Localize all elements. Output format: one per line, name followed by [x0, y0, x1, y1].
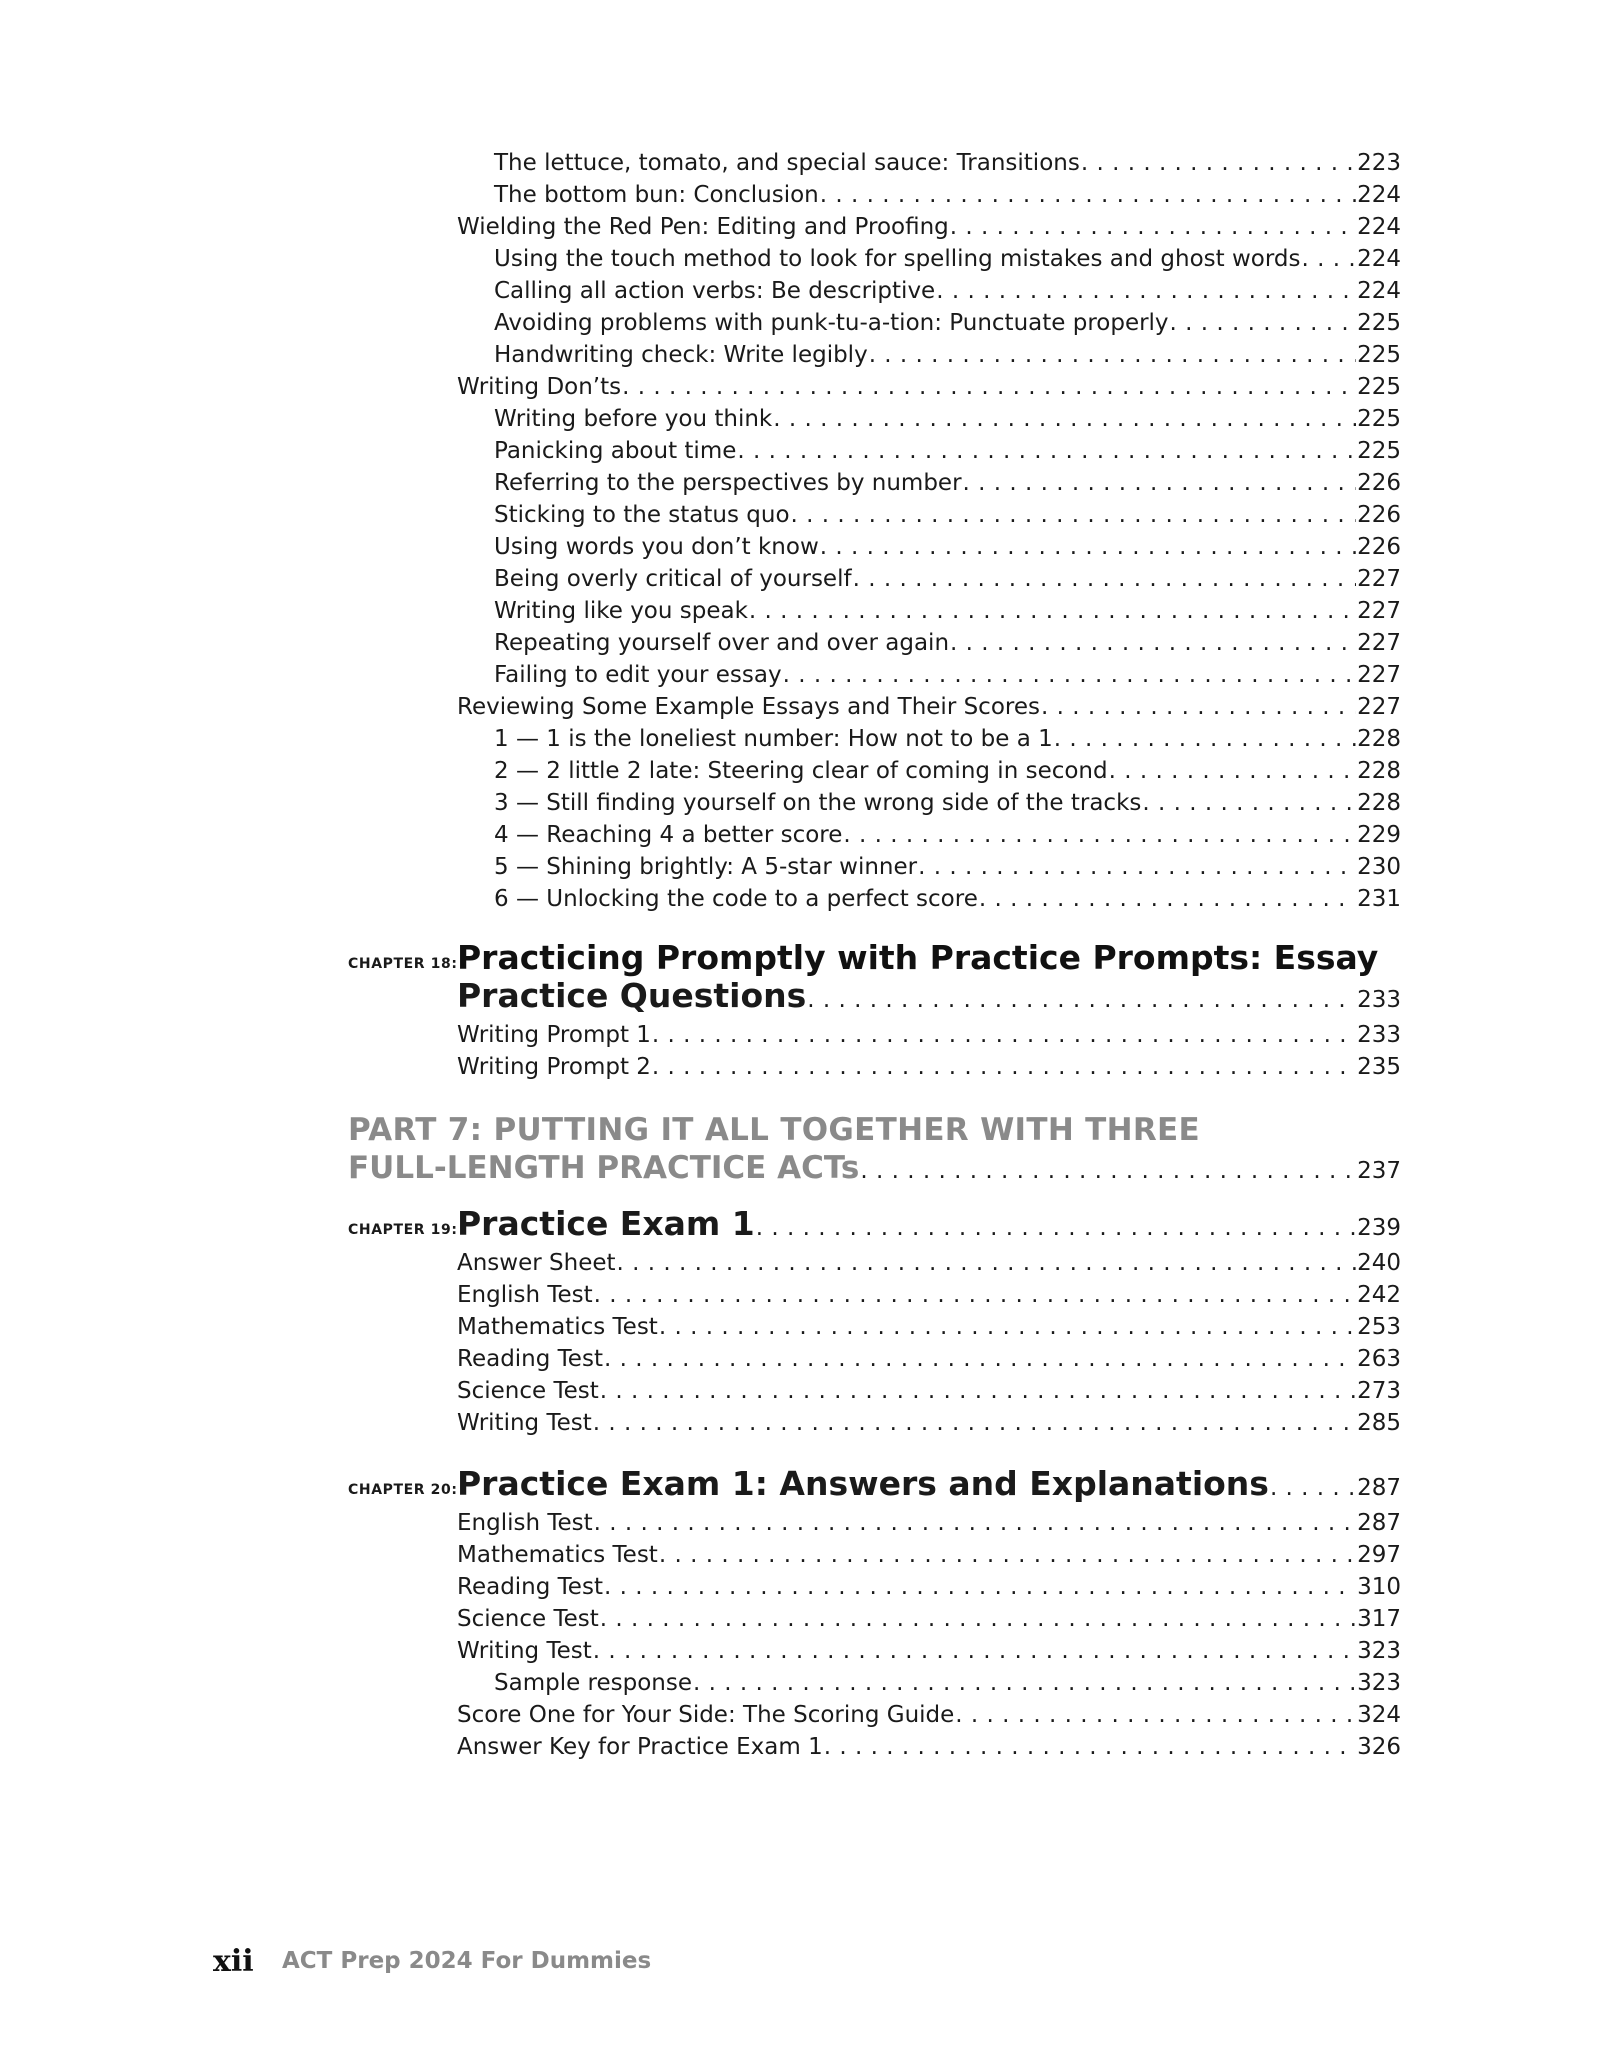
toc-entry-page: 323 — [1357, 1638, 1401, 1664]
toc-entry-title: English Test — [457, 1510, 593, 1536]
chapter-title-line2: Practice Questions — [457, 976, 807, 1015]
toc-section[interactable] — [457, 1638, 1401, 1664]
toc-entry-page: 228 — [1357, 790, 1401, 816]
toc-entry-title: Score One for Your Side: The Scoring Guide — [457, 1702, 955, 1728]
dot-leader — [593, 1410, 1356, 1436]
dot-leader — [600, 1606, 1356, 1632]
toc-entry-page: 226 — [1357, 502, 1401, 528]
toc-section[interactable] — [457, 1314, 1401, 1340]
part-title-entry[interactable] — [348, 1150, 1401, 1186]
toc-entry-page: 229 — [1357, 822, 1401, 848]
toc-entry[interactable] — [494, 726, 1401, 752]
toc-entry-title: Reading Test — [457, 1346, 603, 1372]
toc-entry-title: Using the touch method to look for spelling mistakes and ghost words — [494, 246, 1301, 272]
toc-entry-title: Reading Test — [457, 1574, 603, 1600]
dot-leader — [604, 1346, 1356, 1372]
toc-section[interactable] — [457, 1574, 1401, 1600]
dot-leader — [783, 662, 1357, 688]
toc-entry-title: Sticking to the status quo — [494, 502, 790, 528]
toc-entry[interactable] — [494, 598, 1401, 624]
toc-entry-title: Writing before you think — [494, 406, 773, 432]
toc-section[interactable] — [457, 1378, 1401, 1404]
toc-section[interactable] — [457, 1250, 1401, 1276]
toc-entry-title: English Test — [457, 1282, 593, 1308]
toc-entry[interactable] — [494, 150, 1401, 176]
dot-leader — [979, 886, 1356, 912]
toc-section[interactable] — [457, 1510, 1401, 1536]
toc-entry-page: 231 — [1357, 886, 1401, 912]
chapter-title: Practice Exam 1: Answers and Explanations — [457, 1464, 1269, 1503]
toc-entry-title: Sample response — [494, 1670, 693, 1696]
dot-leader — [1170, 310, 1357, 336]
toc-entry-page: 224 — [1357, 278, 1401, 304]
toc-entry-page: 310 — [1357, 1574, 1401, 1600]
toc-entry-title: 5 — Shining brightly: A 5-star winner — [494, 854, 918, 880]
toc-entry-title: Science Test — [457, 1606, 599, 1632]
toc-entry-title: 1 — 1 is the loneliest number: How not to be a 1 — [494, 726, 1053, 752]
dot-leader — [820, 534, 1356, 560]
toc-section[interactable] — [457, 1022, 1401, 1048]
toc-entry-title: Handwriting check: Write legibly — [494, 342, 868, 368]
dot-leader — [1301, 246, 1356, 272]
toc-entry[interactable] — [494, 246, 1401, 272]
part-title[interactable]: PART 7: PUTTING IT ALL TOGETHER WITH THREE — [348, 1112, 1200, 1148]
toc-entry[interactable] — [494, 886, 1401, 912]
dot-leader — [1142, 790, 1356, 816]
running-footer-title: ACT Prep 2024 For Dummies — [282, 1948, 652, 1974]
toc-entry-title: 3 — Still finding yourself on the wrong side of the tracks — [494, 790, 1142, 816]
toc-entry[interactable] — [494, 342, 1401, 368]
toc-entry[interactable] — [494, 310, 1401, 336]
toc-section[interactable] — [457, 1282, 1401, 1308]
dot-leader — [955, 1702, 1356, 1728]
toc-entry[interactable] — [494, 438, 1401, 464]
dot-leader — [1270, 1475, 1356, 1501]
toc-entry-page: 224 — [1357, 182, 1401, 208]
toc-entry[interactable] — [494, 822, 1401, 848]
toc-entry-page: 230 — [1357, 854, 1401, 880]
chapter-page: 287 — [1357, 1475, 1401, 1501]
toc-entry[interactable] — [494, 662, 1401, 688]
toc-entry-title: Repeating yourself over and over again — [494, 630, 950, 656]
toc-entry-page: 225 — [1357, 342, 1401, 368]
toc-entry-page: 273 — [1357, 1378, 1401, 1404]
toc-entry-title: Mathematics Test — [457, 1542, 658, 1568]
dot-leader — [652, 1054, 1356, 1080]
dot-leader — [604, 1574, 1356, 1600]
page-number: xii — [213, 1944, 254, 1979]
dot-leader — [622, 374, 1356, 400]
toc-entry-title: Avoiding problems with punk-tu-a-tion: Punctuate properly — [494, 310, 1169, 336]
toc-section[interactable] — [457, 694, 1401, 720]
toc-entry-page: 233 — [1357, 1022, 1401, 1048]
toc-section[interactable] — [457, 1734, 1401, 1760]
chapter-title: Practice Exam 1 — [457, 1204, 755, 1243]
toc-entry-title: Panicking about time — [494, 438, 737, 464]
toc-entry-title: Calling all action verbs: Be descriptive — [494, 278, 936, 304]
toc-entry-page: 225 — [1357, 438, 1401, 464]
dot-leader — [918, 854, 1356, 880]
dot-leader — [756, 1215, 1356, 1241]
toc-entry-page: 227 — [1357, 630, 1401, 656]
chapter-title-entry[interactable] — [457, 976, 1401, 1015]
toc-entry[interactable] — [494, 1670, 1401, 1696]
toc-entry-title: The lettuce, tomato, and special sauce: Transitions — [494, 150, 1080, 176]
toc-entry-title: 4 — Reaching 4 a better score — [494, 822, 843, 848]
toc-entry-page: 225 — [1357, 406, 1401, 432]
toc-section[interactable] — [457, 1410, 1401, 1436]
dot-leader — [791, 502, 1357, 528]
dot-leader — [659, 1542, 1356, 1568]
toc-entry-page: 227 — [1357, 566, 1401, 592]
toc-entry-page: 226 — [1357, 470, 1401, 496]
toc-entry-page: 323 — [1357, 1670, 1401, 1696]
dot-leader — [869, 342, 1356, 368]
dot-leader — [1109, 758, 1356, 784]
toc-entry-page: 287 — [1357, 1510, 1401, 1536]
toc-entry-page: 324 — [1357, 1702, 1401, 1728]
toc-entry-title: Answer Key for Practice Exam 1 — [457, 1734, 823, 1760]
dot-leader — [593, 1638, 1356, 1664]
part-title-line2: FULL-LENGTH PRACTICE ACTs — [348, 1150, 860, 1186]
toc-entry-title: Writing Prompt 2 — [457, 1054, 651, 1080]
toc-entry-page: 228 — [1357, 758, 1401, 784]
toc-entry-title: Referring to the perspectives by number — [494, 470, 962, 496]
toc-entry[interactable] — [494, 502, 1401, 528]
toc-entry-page: 263 — [1357, 1346, 1401, 1372]
toc-entry-title: Writing Test — [457, 1410, 592, 1436]
toc-section[interactable] — [457, 1702, 1401, 1728]
toc-entry-page: 317 — [1357, 1606, 1401, 1632]
toc-entry-page: 226 — [1357, 534, 1401, 560]
chapter-page: 233 — [1357, 987, 1401, 1013]
dot-leader — [600, 1378, 1356, 1404]
dot-leader — [820, 182, 1356, 208]
toc-entry-page: 227 — [1357, 662, 1401, 688]
toc-entry[interactable] — [494, 758, 1401, 784]
dot-leader — [950, 630, 1356, 656]
dot-leader — [1054, 726, 1356, 752]
toc-entry-title: Writing Prompt 1 — [457, 1022, 651, 1048]
part-page: 237 — [1357, 1158, 1401, 1184]
toc-entry-page: 225 — [1357, 374, 1401, 400]
toc-entry[interactable] — [494, 854, 1401, 880]
toc-entry-page: 285 — [1357, 1410, 1401, 1436]
dot-leader — [693, 1670, 1356, 1696]
toc-entry[interactable] — [494, 630, 1401, 656]
dot-leader — [773, 406, 1356, 432]
toc-entry-page: 297 — [1357, 1542, 1401, 1568]
dot-leader — [963, 470, 1357, 496]
toc-entry-title: Being overly critical of yourself — [494, 566, 852, 592]
dot-leader — [853, 566, 1357, 592]
toc-entry-title: Wielding the Red Pen: Editing and Proofing — [457, 214, 949, 240]
toc-entry-title: Writing Don’ts — [457, 374, 622, 400]
dot-leader — [659, 1314, 1356, 1340]
chapter-label: CHAPTER 20: — [348, 1482, 458, 1498]
dot-leader — [594, 1510, 1356, 1536]
toc-entry-title: 6 — Unlocking the code to a perfect score — [494, 886, 978, 912]
toc-entry-title: Mathematics Test — [457, 1314, 658, 1340]
dot-leader — [1081, 150, 1356, 176]
chapter-title[interactable]: Practicing Promptly with Practice Prompts: Essay — [457, 938, 1379, 977]
dot-leader — [617, 1250, 1357, 1276]
dot-leader — [950, 214, 1356, 240]
dot-leader — [860, 1158, 1356, 1184]
toc-section[interactable] — [457, 1542, 1401, 1568]
toc-entry-title: Reviewing Some Example Essays and Their Scores — [457, 694, 1040, 720]
toc-entry-page: 224 — [1357, 214, 1401, 240]
dot-leader — [807, 987, 1356, 1013]
toc-entry[interactable] — [494, 566, 1401, 592]
toc-entry-page: 242 — [1357, 1282, 1401, 1308]
dot-leader — [843, 822, 1356, 848]
chapter-label: CHAPTER 18: — [348, 956, 458, 972]
toc-entry[interactable] — [494, 278, 1401, 304]
toc-entry[interactable] — [494, 470, 1401, 496]
dot-leader — [936, 278, 1356, 304]
dot-leader — [737, 438, 1356, 464]
chapter-title-entry[interactable] — [457, 1464, 1401, 1503]
toc-entry-page: 235 — [1357, 1054, 1401, 1080]
dot-leader — [594, 1282, 1356, 1308]
toc-entry-page: 225 — [1357, 310, 1401, 336]
toc-entry-title: Writing Test — [457, 1638, 592, 1664]
toc-entry-title: 2 — 2 little 2 late: Steering clear of coming in second — [494, 758, 1108, 784]
toc-entry-title: Answer Sheet — [457, 1250, 616, 1276]
toc-entry-title: The bottom bun: Conclusion — [494, 182, 819, 208]
toc-section[interactable] — [457, 1346, 1401, 1372]
chapter-page: 239 — [1357, 1215, 1401, 1241]
toc-entry[interactable] — [494, 182, 1401, 208]
toc-entry-title: Using words you don’t know — [494, 534, 819, 560]
toc-entry[interactable] — [494, 534, 1401, 560]
toc-section[interactable] — [457, 1054, 1401, 1080]
toc-entry-page: 228 — [1357, 726, 1401, 752]
toc-entry[interactable] — [494, 406, 1401, 432]
toc-entry[interactable] — [494, 790, 1401, 816]
toc-section[interactable] — [457, 1606, 1401, 1632]
toc-section[interactable] — [457, 214, 1401, 240]
toc-section[interactable] — [457, 374, 1401, 400]
chapter-label: CHAPTER 19: — [348, 1222, 458, 1238]
toc-entry-page: 224 — [1357, 246, 1401, 272]
dot-leader — [749, 598, 1356, 624]
dot-leader — [1041, 694, 1356, 720]
toc-entry-page: 227 — [1357, 598, 1401, 624]
toc-entry-page: 223 — [1357, 150, 1401, 176]
chapter-title-entry[interactable] — [457, 1204, 1401, 1243]
dot-leader — [824, 1734, 1356, 1760]
toc-entry-page: 326 — [1357, 1734, 1401, 1760]
toc-entry-title: Writing like you speak — [494, 598, 748, 624]
dot-leader — [652, 1022, 1356, 1048]
toc-entry-page: 253 — [1357, 1314, 1401, 1340]
toc-entry-page: 227 — [1357, 694, 1401, 720]
toc-entry-title: Failing to edit your essay — [494, 662, 782, 688]
toc-entry-page: 240 — [1357, 1250, 1401, 1276]
toc-entry-title: Science Test — [457, 1378, 599, 1404]
